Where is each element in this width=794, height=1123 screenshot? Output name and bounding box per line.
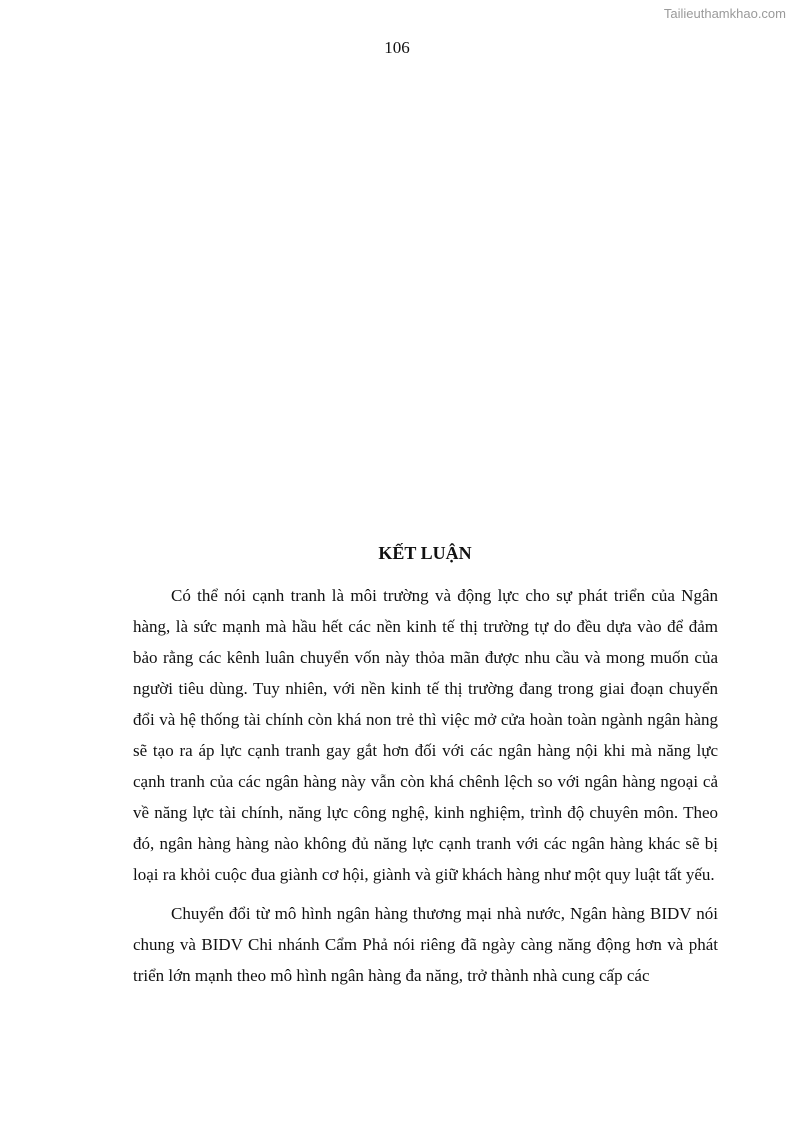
page-number: 106 — [384, 38, 410, 57]
paragraph-2: Chuyển đổi từ mô hình ngân hàng thương mại nhà nước, Ngân hàng BIDV nói chung và BIDV Chi nhánh Cẩm Phả nói riêng đã ngày càng năng động hơn và phát triển lớn mạnh theo mô hình ngân hàng đa năng, trở thành nhà cung cấp các — [133, 904, 718, 985]
body-text — [133, 580, 718, 999]
section-heading: KẾT LUẬN — [378, 543, 472, 563]
watermark-text: Tailieuthamkhao.com — [663, 6, 786, 21]
paragraph-1: Có thể nói cạnh tranh là môi trường và động lực cho sự phát triển của Ngân hàng, là sức mạnh mà hầu hết các nền kinh tế thị trường tự do đều dựa vào để đảm bảo rằng các kênh luân chuyển vốn này thỏa mãn được nhu cầu và mong muốn của người tiêu dùng. Tuy nhiên, với nền kinh tế thị trường đang trong giai đoạn chuyển đổi và hệ thống tài chính còn khá non trẻ thì việc mở cửa hoàn toàn ngành ngân hàng sẽ tạo ra áp lực cạnh tranh gay gắt hơn đối với các ngân hàng nội khi mà năng lực cạnh tranh của các ngân hàng này vẫn còn khá chênh lệch so với ngân hàng ngoại cả về năng lực tài chính, năng lực công nghệ, kinh nghiệm, trình độ chuyên môn. Theo đó, ngân hàng hàng nào không đủ năng lực cạnh tranh với các ngân hàng khác sẽ bị loại ra khỏi cuộc đua giành cơ hội, giành và giữ khách hàng như một quy luật tất yếu. — [133, 586, 718, 884]
